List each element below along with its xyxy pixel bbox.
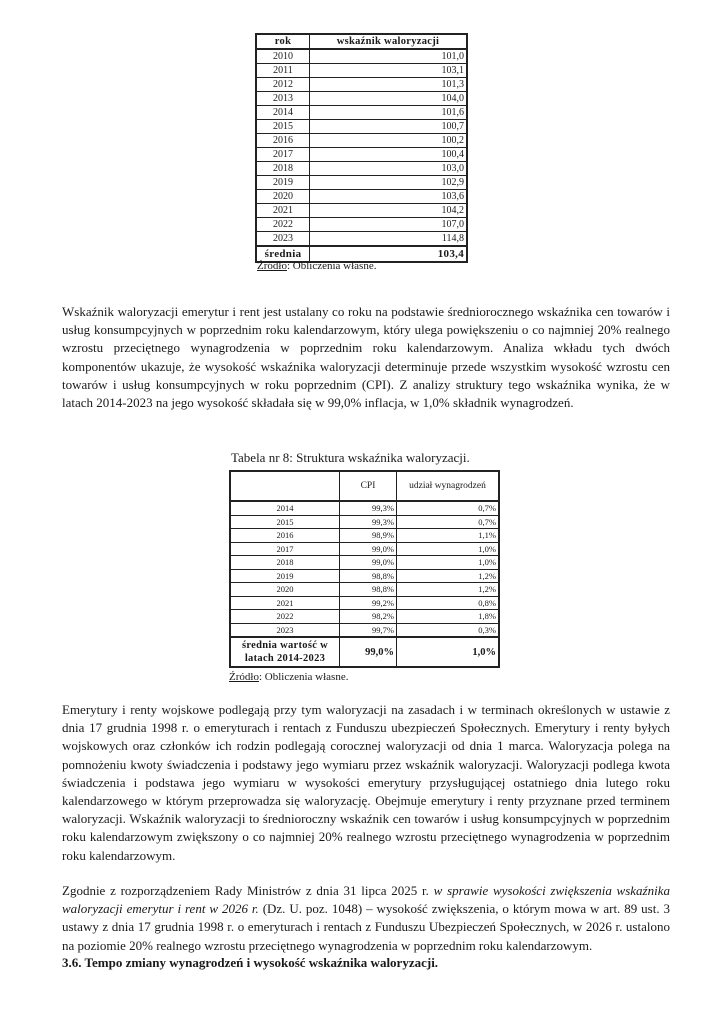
table-row bbox=[256, 218, 467, 232]
paragraph-military-pensions: Emerytury i renty wojskowe podlegają przy tym waloryzacji na zasadach i w terminach określonych w ustawie z dnia 17 grudnia 1998 r. o emeryturach i rentach z Funduszu ubezpieczeń Społecznych. Emerytury i renty byłych wojskowych oraz członków ich rodzin podlegają corocznej waloryzacji od dnia 1 marca. Waloryzacja polega na pomnożeniu kwoty świadczenia i podstawy jego wymiaru przez wskaźnik waloryzacji. Waloryzacji podlega kwota świadczenia i podstawa jego wymiaru w wysokości emerytury przysługującej ostatniego dnia lutego roku kalendarzowego w którym przeprowadza się waloryzację. Obejmuje emerytury i renty przyznane przed terminem waloryzacji. Wskaźnik waloryzacji to średnioroczny wskaźnik cen towarów i usług konsumpcyjnych w poprzednim roku kalendarzowym zwiększony o co najmniej 20% realnego wzrostu przeciętnego wynagrodzenia w poprzednim roku kalendarzowym. bbox=[62, 702, 670, 863]
year-cell: 2017 bbox=[230, 542, 340, 556]
year-cell: 2020 bbox=[256, 190, 310, 204]
year-cell: 2022 bbox=[230, 610, 340, 624]
index-cell: 100,4 bbox=[310, 148, 468, 162]
table-row bbox=[230, 596, 499, 610]
source-text: : Obliczenia własne. bbox=[286, 260, 377, 272]
table-row bbox=[230, 610, 499, 624]
table-row bbox=[256, 49, 467, 64]
cpi-cell: 98,8% bbox=[340, 583, 397, 597]
paragraph-regulation bbox=[62, 882, 670, 955]
table-row bbox=[230, 556, 499, 570]
table-row bbox=[230, 515, 499, 529]
index-cell: 107,0 bbox=[310, 218, 468, 232]
year-cell: 2017 bbox=[256, 148, 310, 162]
year-cell: 2013 bbox=[256, 92, 310, 106]
wage-share-cell: 1,8% bbox=[397, 610, 500, 624]
valorization-index-table bbox=[255, 33, 468, 263]
wage-share-cell: 1,1% bbox=[397, 529, 500, 543]
table-row bbox=[256, 78, 467, 92]
table2-caption: Tabela nr 8: Struktura wskaźnika waloryzacji. bbox=[231, 450, 470, 465]
table-row bbox=[256, 92, 467, 106]
index-cell: 103,1 bbox=[310, 64, 468, 78]
average-label: średnia wartość w latach 2014-2023 bbox=[230, 637, 340, 667]
year-cell: 2014 bbox=[256, 106, 310, 120]
column-header-year: rok bbox=[256, 34, 310, 49]
average-wage-share: 1,0% bbox=[397, 637, 500, 667]
index-cell: 103,6 bbox=[310, 190, 468, 204]
cpi-cell: 99,7% bbox=[340, 623, 397, 637]
year-cell: 2010 bbox=[256, 49, 310, 64]
index-cell: 100,2 bbox=[310, 134, 468, 148]
year-cell: 2019 bbox=[256, 176, 310, 190]
table-row bbox=[230, 501, 499, 515]
cpi-cell: 98,9% bbox=[340, 529, 397, 543]
cpi-cell: 99,0% bbox=[340, 542, 397, 556]
table-row bbox=[256, 106, 467, 120]
index-cell: 101,0 bbox=[310, 49, 468, 64]
year-cell: 2012 bbox=[256, 78, 310, 92]
index-cell: 104,0 bbox=[310, 92, 468, 106]
table-row bbox=[230, 529, 499, 543]
wage-share-cell: 0,7% bbox=[397, 501, 500, 515]
column-header-year bbox=[230, 471, 340, 501]
table-row bbox=[256, 148, 467, 162]
table-header-row bbox=[256, 34, 467, 49]
table-row bbox=[256, 134, 467, 148]
regulation-title: w sprawie wysokości zwiększenia wskaźnika waloryzacji emerytur i rent w 2026 r. bbox=[62, 883, 670, 917]
year-cell: 2015 bbox=[230, 515, 340, 529]
source-text: : Obliczenia własne. bbox=[258, 671, 349, 683]
table-row bbox=[256, 204, 467, 218]
average-cpi: 99,0% bbox=[340, 637, 397, 667]
section-heading: 3.6. Tempo zmiany wynagrodzeń i wysokość wskaźnika waloryzacji. bbox=[62, 955, 439, 970]
cpi-cell: 98,8% bbox=[340, 569, 397, 583]
source-label: Źródło bbox=[257, 260, 287, 272]
index-cell: 103,0 bbox=[310, 162, 468, 176]
year-cell: 2023 bbox=[230, 623, 340, 637]
wage-share-cell: 0,3% bbox=[397, 623, 500, 637]
average-label: średnia bbox=[256, 246, 310, 262]
table-row bbox=[230, 542, 499, 556]
wage-share-cell: 1,0% bbox=[397, 542, 500, 556]
table1-source-note bbox=[257, 260, 376, 272]
cpi-cell: 99,0% bbox=[340, 556, 397, 570]
regulation-text-start: Zgodnie z rozporządzeniem Rady Ministrów z dnia 31 lipca 2025 r. bbox=[62, 883, 434, 898]
year-cell: 2018 bbox=[230, 556, 340, 570]
table2-source-note bbox=[229, 671, 348, 683]
year-cell: 2011 bbox=[256, 64, 310, 78]
valorization-structure-table bbox=[229, 470, 500, 668]
average-row bbox=[230, 637, 499, 667]
cpi-cell: 99,3% bbox=[340, 515, 397, 529]
year-cell: 2021 bbox=[256, 204, 310, 218]
year-cell: 2023 bbox=[256, 232, 310, 247]
table-row bbox=[256, 232, 467, 247]
table-row bbox=[256, 190, 467, 204]
column-header-cpi: CPI bbox=[340, 471, 397, 501]
table-row bbox=[230, 583, 499, 597]
source-label: Źródło bbox=[229, 671, 259, 683]
column-header-index: wskaźnik waloryzacji bbox=[310, 34, 468, 49]
index-cell: 102,9 bbox=[310, 176, 468, 190]
table-row bbox=[256, 176, 467, 190]
table-header-row bbox=[230, 471, 499, 501]
index-cell: 101,3 bbox=[310, 78, 468, 92]
regulation-text-end: (Dz. U. poz. 1048) – wysokość zwiększenia, o którym mowa w art. 89 ust. 3 ustawy z dnia 17 grudnia 1998 r. o emeryturach i rentach z Funduszu Ubezpieczeń Społecznych, w 2026 r. ustalono na poziomie 20% realnego wzrostu przeciętnego wynagrodzenia w poprzednim roku kalendarzowym. bbox=[62, 901, 671, 953]
year-cell: 2021 bbox=[230, 596, 340, 610]
year-cell: 2019 bbox=[230, 569, 340, 583]
wage-share-cell: 1,2% bbox=[397, 583, 500, 597]
year-cell: 2022 bbox=[256, 218, 310, 232]
paragraph-valorization-index: Wskaźnik waloryzacji emerytur i rent jest ustalany co roku na podstawie średniorocznego wskaźnika cen towarów i usług konsumpcyjnych w poprzednim roku kalendarzowym, który ulega powiększeniu o co najmniej 20% realnego wzrostu przeciętnego wynagrodzenia w poprzednim roku kalendarzowym. Analiza wkładu tych dwóch komponentów ukazuje, że wysokość wskaźnika waloryzacji determinuje przede wszystkim wysokość wzrostu cen towarów i usług konsumpcyjnych w roku poprzednim (CPI). Z analizy struktury tego wskaźnika wynika, że w latach 2014-2023 na jego wysokość składała się w 99,0% inflacja, w 1,0% składnik wynagrodzeń. bbox=[62, 304, 670, 411]
index-cell: 101,6 bbox=[310, 106, 468, 120]
year-cell: 2020 bbox=[230, 583, 340, 597]
wage-share-cell: 1,0% bbox=[397, 556, 500, 570]
table-row bbox=[256, 120, 467, 134]
year-cell: 2018 bbox=[256, 162, 310, 176]
cpi-cell: 99,2% bbox=[340, 596, 397, 610]
wage-share-cell: 1,2% bbox=[397, 569, 500, 583]
index-cell: 114,8 bbox=[310, 232, 468, 247]
year-cell: 2016 bbox=[230, 529, 340, 543]
index-cell: 104,2 bbox=[310, 204, 468, 218]
year-cell: 2016 bbox=[256, 134, 310, 148]
column-header-wage-share: udział wynagrodzeń bbox=[397, 471, 500, 501]
wage-share-cell: 0,7% bbox=[397, 515, 500, 529]
year-cell: 2014 bbox=[230, 501, 340, 515]
average-value: 103,4 bbox=[310, 246, 468, 262]
table-row bbox=[256, 64, 467, 78]
wage-share-cell: 0,8% bbox=[397, 596, 500, 610]
table-row bbox=[256, 162, 467, 176]
year-cell: 2015 bbox=[256, 120, 310, 134]
table-row bbox=[230, 569, 499, 583]
cpi-cell: 99,3% bbox=[340, 501, 397, 515]
cpi-cell: 98,2% bbox=[340, 610, 397, 624]
index-cell: 100,7 bbox=[310, 120, 468, 134]
table-row bbox=[230, 623, 499, 637]
